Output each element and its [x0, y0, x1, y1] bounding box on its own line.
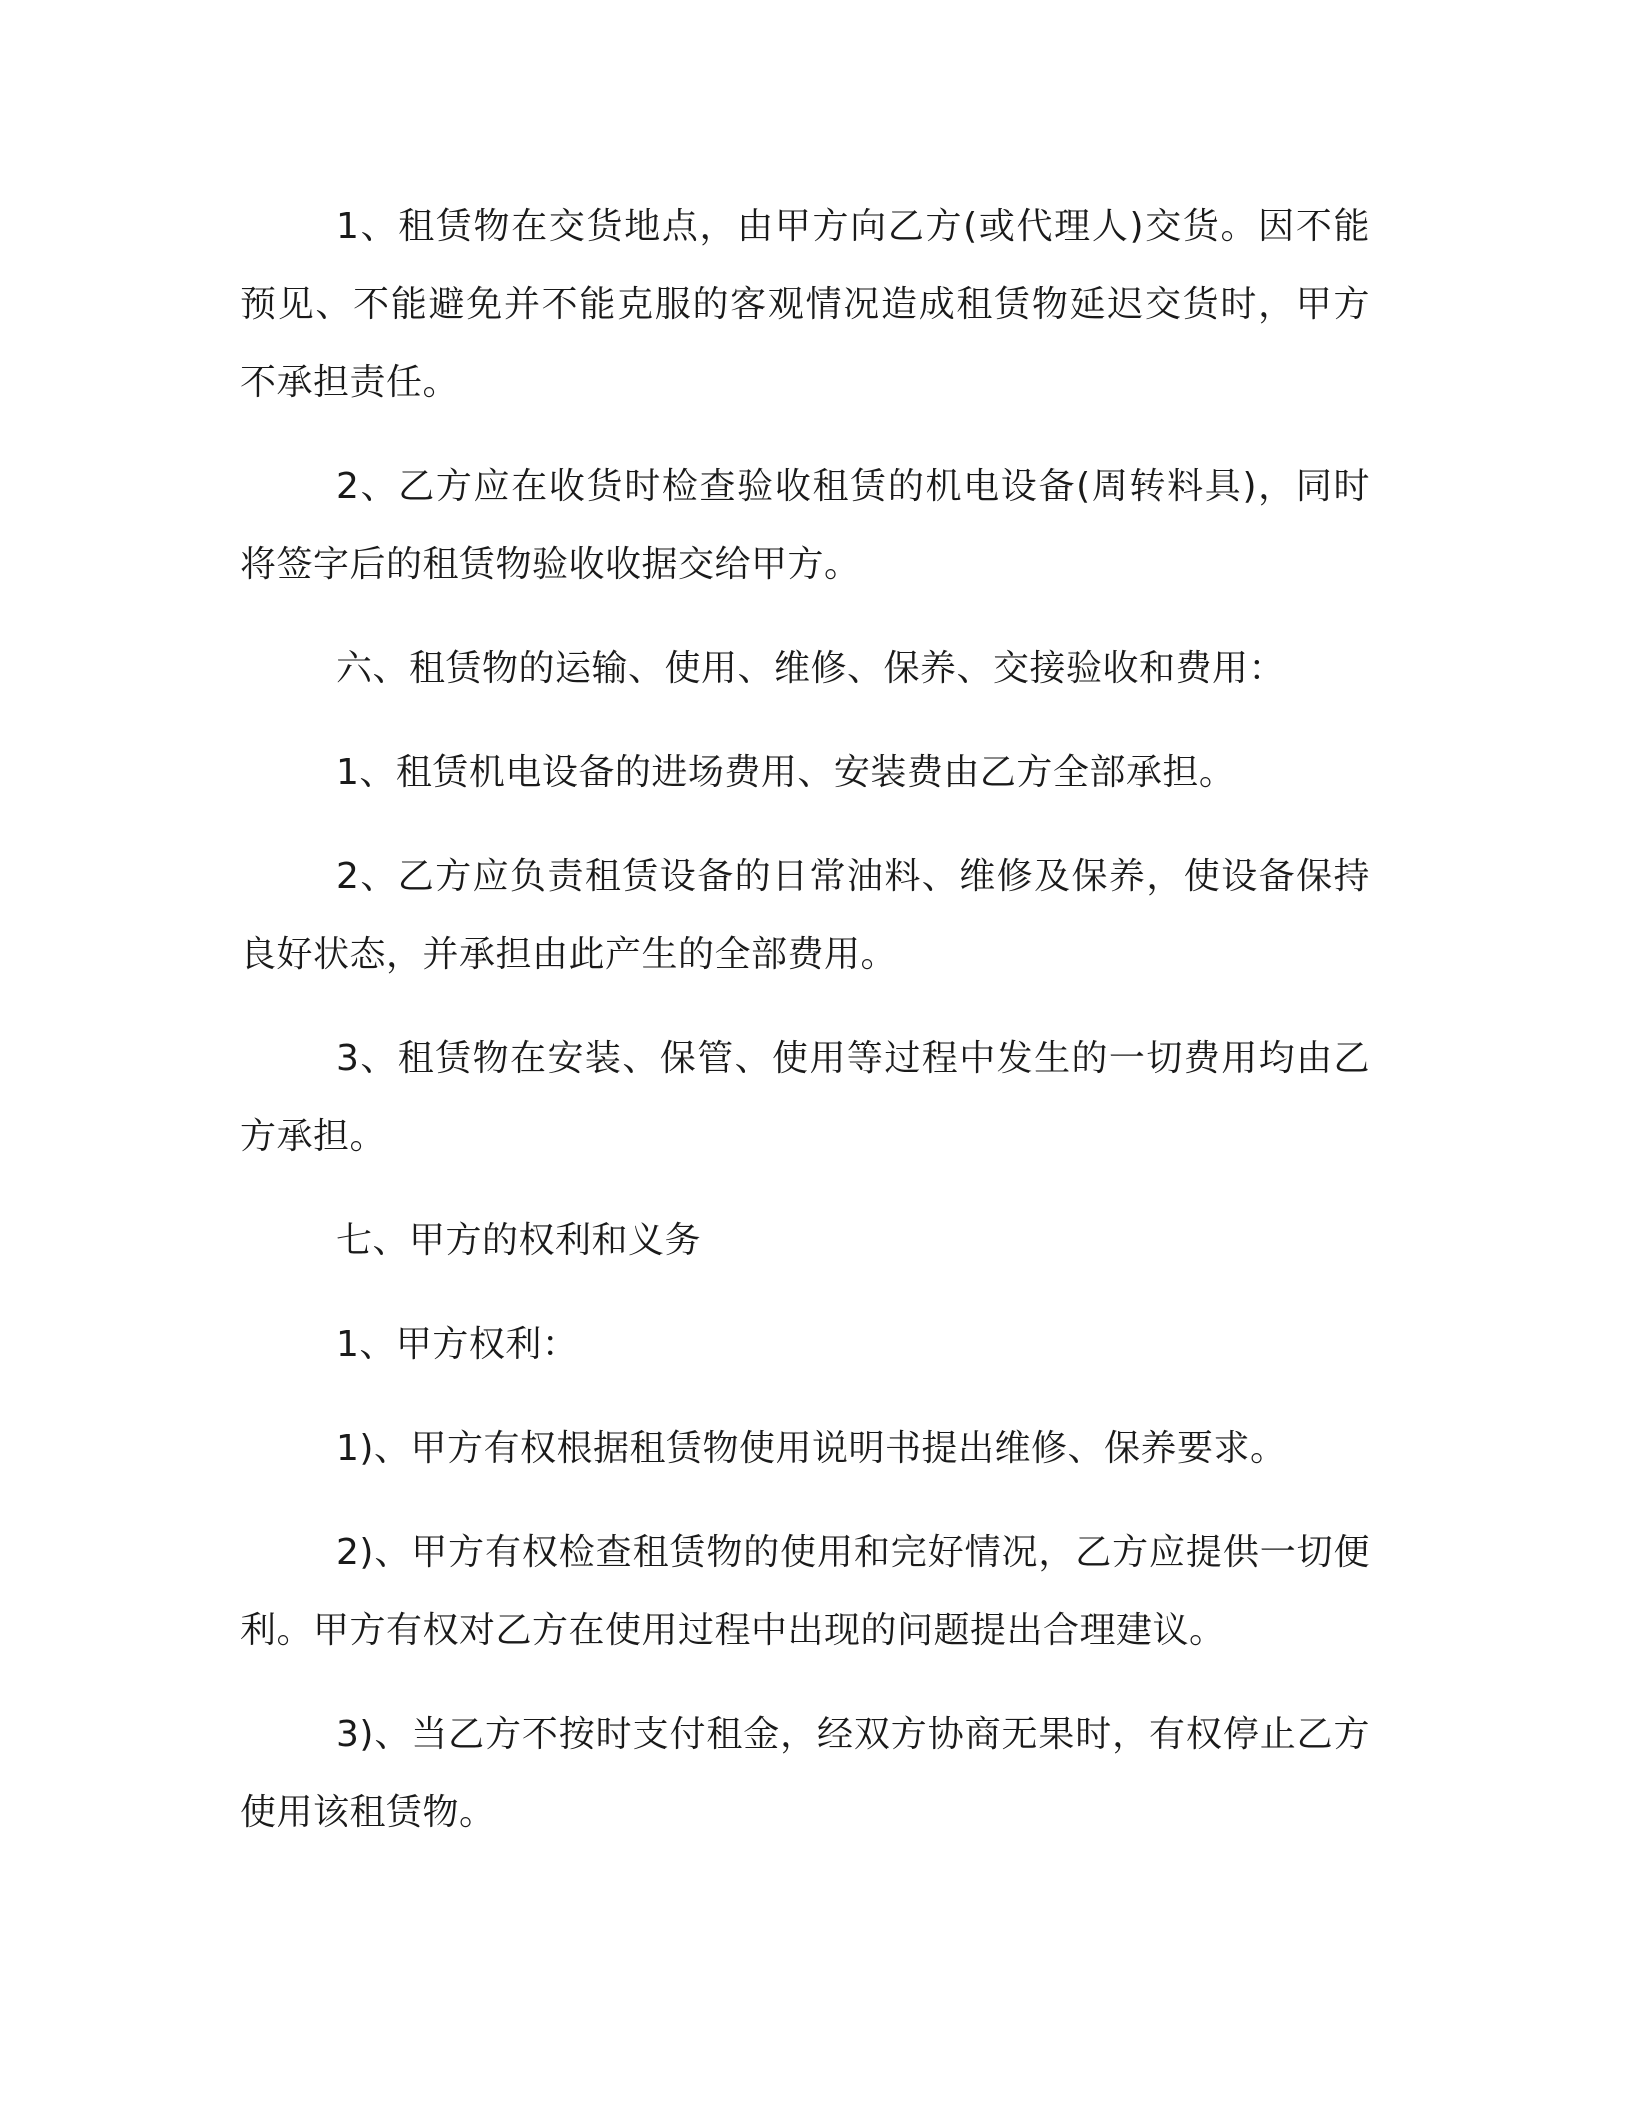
paragraph-costs: 3、租赁物在安装、保管、使用等过程中发生的一切费用均由乙方承担。	[240, 1038, 1370, 1157]
paragraph-delivery: 1、租赁物在交货地点，由甲方向乙方(或代理人)交货。因不能预见、不能避免并不能克服的客观情况造成租赁物延迟交货时，甲方不承担责任。	[240, 206, 1370, 403]
document-body	[240, 188, 1370, 1852]
section-heading-six: 六、租赁物的运输、使用、维修、保养、交接验收和费用：	[336, 648, 1286, 689]
subheading-party-a-rights: 1、甲方权利：	[336, 1324, 579, 1365]
paragraph-right-1: 1)、甲方有权根据租赁物使用说明书提出维修、保养要求。	[336, 1428, 1287, 1469]
paragraph-maintenance: 2、乙方应负责租赁设备的日常油料、维修及保养，使设备保持良好状态，并承担由此产生的全部费用。	[240, 856, 1370, 975]
paragraph-right-2: 2)、甲方有权检查租赁物的使用和完好情况，乙方应提供一切便利。甲方有权对乙方在使用过程中出现的问题提出合理建议。	[240, 1532, 1370, 1651]
paragraph-inspection: 2、乙方应在收货时检查验收租赁的机电设备(周转料具)，同时将签字后的租赁物验收收据交给甲方。	[240, 466, 1370, 585]
section-heading-seven: 七、甲方的权利和义务	[336, 1220, 702, 1261]
paragraph-entry-fees: 1、租赁机电设备的进场费用、安装费由乙方全部承担。	[336, 752, 1236, 793]
paragraph-right-3: 3)、当乙方不按时支付租金，经双方协商无果时，有权停止乙方使用该租赁物。	[240, 1714, 1370, 1833]
